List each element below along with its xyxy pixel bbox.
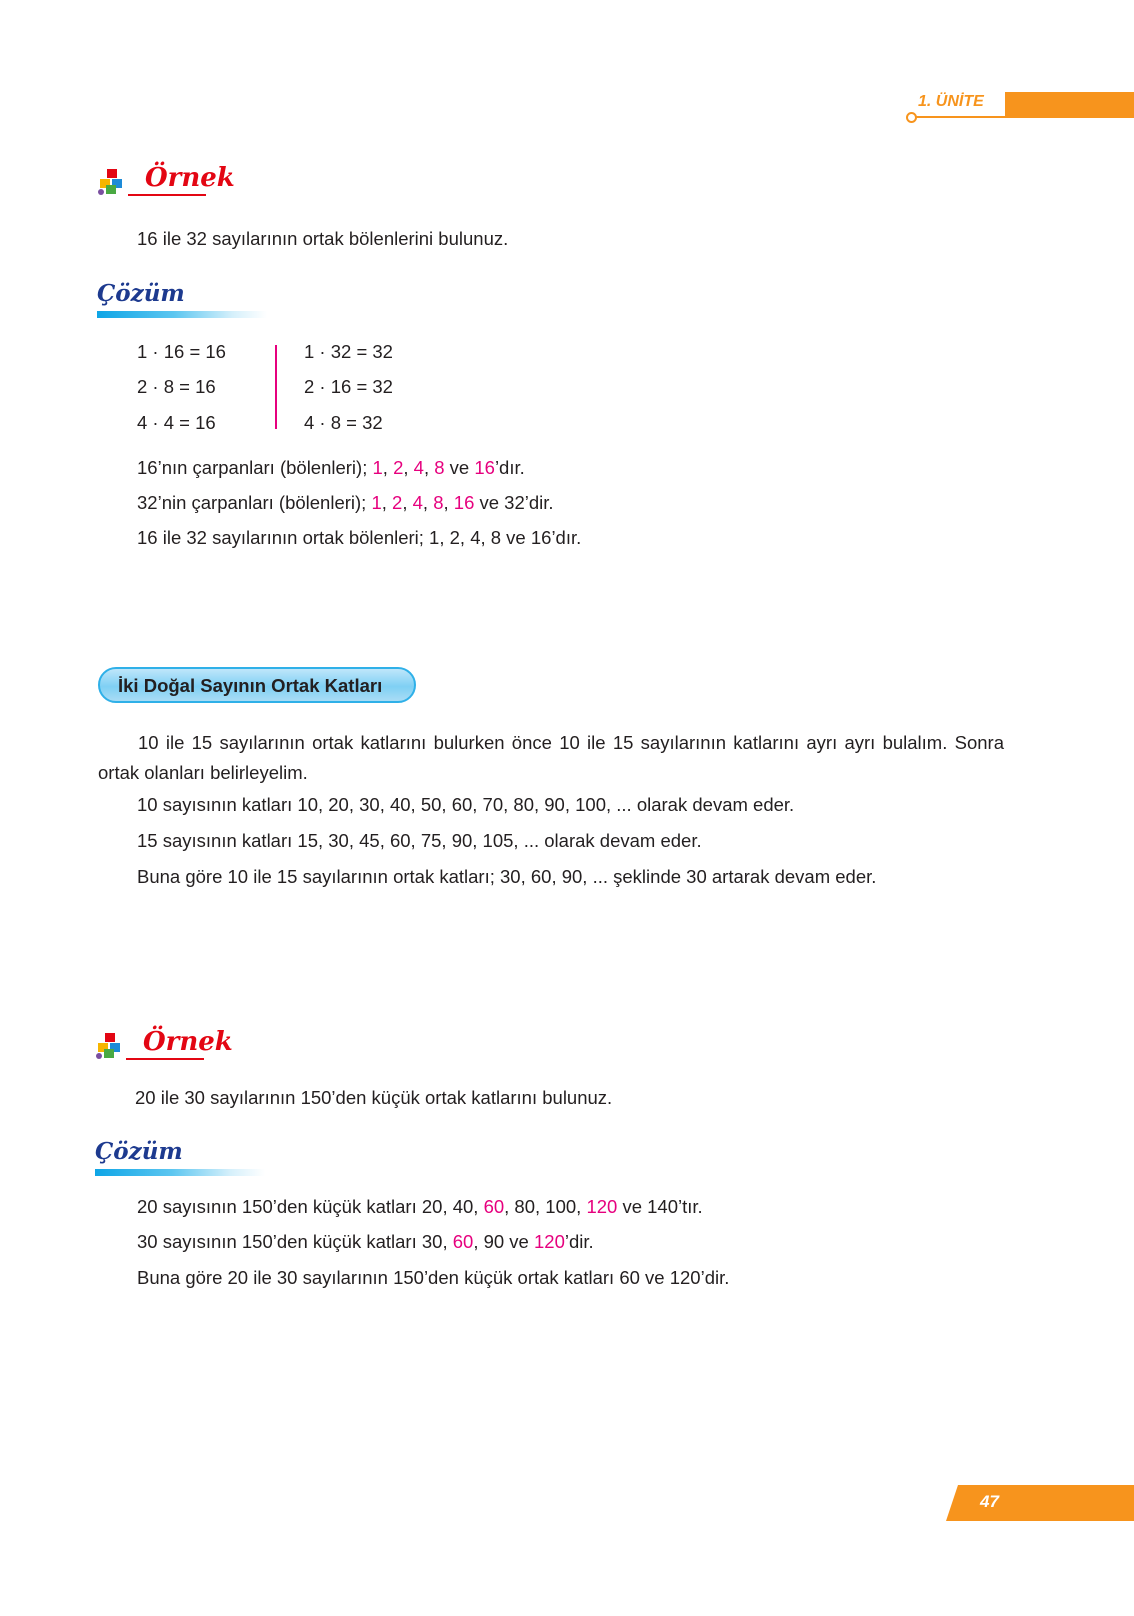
example-heading-underline (126, 1058, 204, 1060)
factor-row: 2 · 16 = 32 (304, 376, 393, 397)
multiples-line-20: 20 sayısının 150’den küçük katları 20, 40, 60, 80, 100, 120 ve 140’tır. (137, 1196, 703, 1217)
common-multiples-line: Buna göre 10 ile 15 sayılarının ortak katları; 30, 60, 90, ... şeklinde 30 artarak devam eder. (137, 866, 877, 887)
unit-label: 1. ÜNİTE (918, 93, 984, 110)
multiples-line-15: 15 sayısının katları 15, 30, 45, 60, 75, 90, 105, ... olarak devam eder. (137, 830, 702, 851)
common-multiples-line: Buna göre 20 ile 30 sayılarının 150’den küçük ortak katları 60 ve 120’dir. (137, 1267, 730, 1288)
example-question: 16 ile 32 sayılarının ortak bölenlerini bulunuz. (137, 228, 509, 249)
column-divider (275, 345, 277, 429)
page-number: 47 (980, 1492, 999, 1511)
divisors-line-16: 16’nın çarpanları (bölenleri); 1, 2, 4, 8 ve 16’dır. (137, 457, 525, 478)
cubes-icon (96, 1032, 126, 1060)
section-title: İki Doğal Sayının Ortak Katları (118, 675, 383, 696)
divisors-line-32: 32’nin çarpanları (bölenleri); 1, 2, 4, 8, 16 ve 32’dir. (137, 492, 554, 513)
header-orange-bar (1005, 92, 1134, 118)
example-heading-underline (128, 194, 206, 196)
example-heading: Örnek (143, 1027, 233, 1057)
factor-row: 4 · 4 = 16 (137, 412, 216, 433)
example-question: 20 ile 30 sayılarının 150’den küçük ortak katlarını bulunuz. (135, 1087, 613, 1108)
section-paragraph: 10 ile 15 sayılarının ortak katlarını bulurken önce 10 ile 15 sayılarının katlarını ayrı ayrı bulalım. Sonra ortak olanları belirleyelim. (98, 732, 1004, 783)
common-divisors-line: 16 ile 32 sayılarının ortak bölenleri; 1, 2, 4, 8 ve 16’dır. (137, 527, 582, 548)
example-heading: Örnek (145, 163, 235, 193)
factor-row: 4 · 8 = 32 (304, 412, 383, 433)
multiples-line-10: 10 sayısının katları 10, 20, 30, 40, 50, 60, 70, 80, 90, 100, ... olarak devam eder. (137, 794, 795, 815)
factor-row: 2 · 8 = 16 (137, 376, 216, 397)
header-dot (906, 112, 917, 123)
solution-underline (97, 311, 267, 318)
factor-row: 1 · 16 = 16 (137, 341, 226, 362)
page-number-tab (946, 1485, 1134, 1521)
cubes-icon (98, 168, 128, 196)
factor-row: 1 · 32 = 32 (304, 341, 393, 362)
multiples-line-30: 30 sayısının 150’den küçük katları 30, 60, 90 ve 120’dir. (137, 1231, 594, 1252)
solution-heading: Çözüm (97, 280, 185, 307)
solution-heading: Çözüm (95, 1138, 183, 1165)
solution-underline (95, 1169, 265, 1176)
